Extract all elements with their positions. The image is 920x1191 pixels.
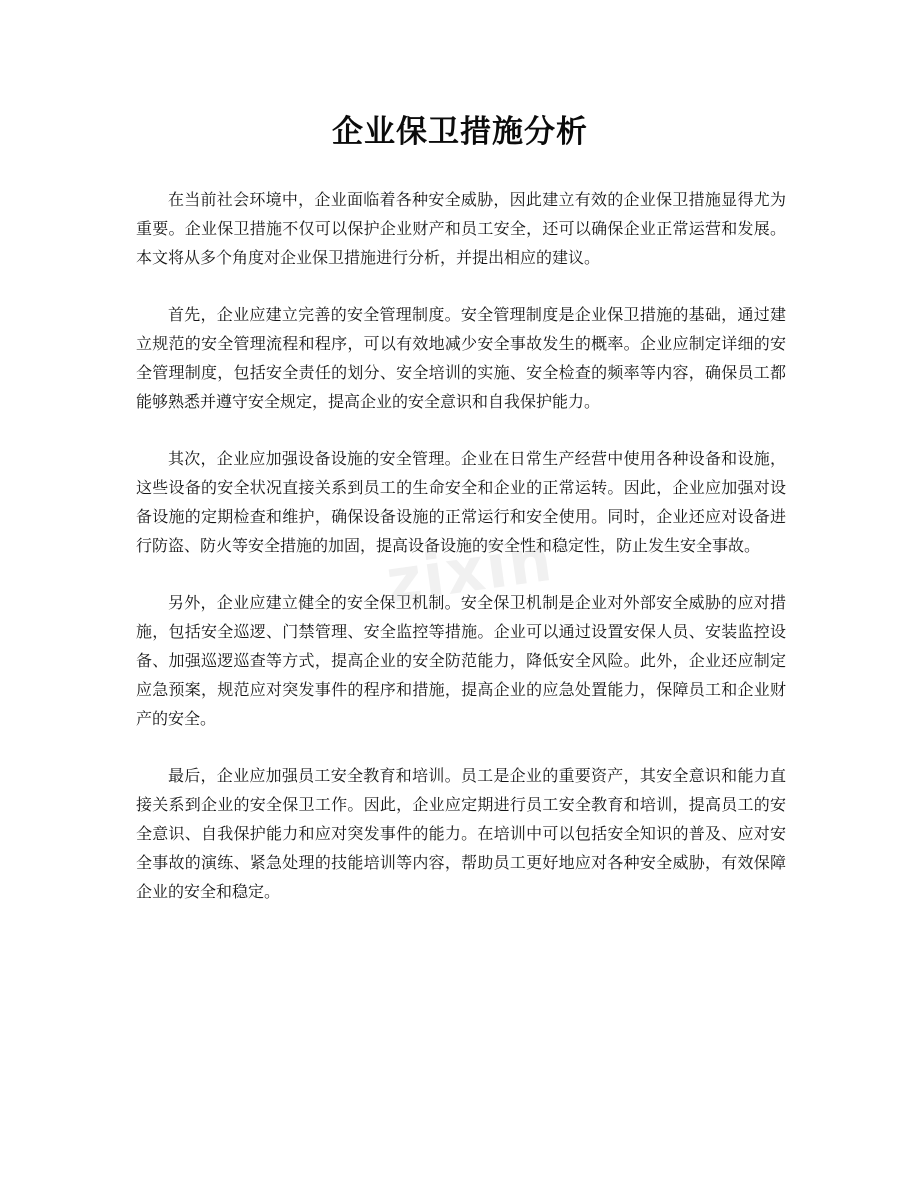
paragraph-security-mechanism: 另外，企业应建立健全的安全保卫机制。安全保卫机制是企业对外部安全威胁的应对措施，包括安全巡逻、门禁管理、安全监控等措施。企业可以通过设置安保人员、安装监控设备、加强巡逻巡查等方式，提高企业的安全防范能力，降低安全风险。此外，企业还应制定应急预案，规范应对突发事件的程序和措施，提高企业的应急处置能力，保障员工和企业财产的安全。 — [136, 593, 786, 728]
paragraph-employee-training: 最后，企业应加强员工安全教育和培训。员工是企业的重要资产，其安全意识和能力直接关系到企业的安全保卫工作。因此，企业应定期进行员工安全教育和培训，提高员工的安全意识、自我保护能力和应对突发事件的能力。在培训中可以包括安全知识的普及、应对安全事故的演练、紧急处理的技能培训等内容，帮助员工更好地应对各种安全威胁，有效保障企业的安全和稳定。 — [136, 766, 786, 901]
watermark: zixin — [382, 524, 558, 618]
page-title: 企业保卫措施分析 — [332, 114, 588, 150]
paragraph-management-system: 首先，企业应建立完善的安全管理制度。安全管理制度是企业保卫措施的基础，通过建立规范的安全管理流程和程序，可以有效地减少安全事故发生的概率。企业应制定详细的安全管理制度，包括安全责任的划分、安全培训的实施、安全检查的频率等内容，确保员工都能够熟悉并遵守安全规定，提高企业的安全意识和自我保护能力。 — [136, 305, 786, 411]
paragraph-intro: 在当前社会环境中，企业面临着各种安全威胁，因此建立有效的企业保卫措施显得尤为重要。企业保卫措施不仅可以保护企业财产和员工安全，还可以确保企业正常运营和发展。本文将从多个角度对企业保卫措施进行分析，并提出相应的建议。 — [136, 190, 786, 267]
document-body — [136, 185, 786, 934]
paragraph-equipment-safety: 其次，企业应加强设备设施的安全管理。企业在日常生产经营中使用各种设备和设施，这些设备的安全状况直接关系到员工的生命安全和企业的正常运转。因此，企业应加强对设备设施的定期检查和维护，确保设备设施的正常运行和安全使用。同时，企业还应对设备进行防盗、防火等安全措施的加固，提高设备设施的安全性和稳定性，防止发生安全事故。 — [136, 449, 786, 555]
